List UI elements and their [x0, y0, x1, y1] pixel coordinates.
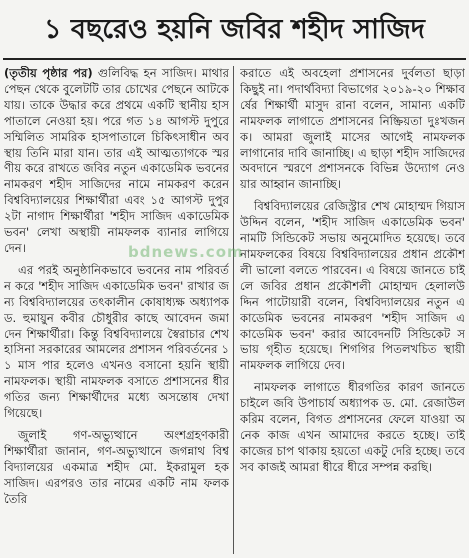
watermark: bdnews.com — [128, 243, 244, 261]
right-column — [240, 66, 465, 556]
right-paragraph-2: বিশ্ববিদ্যালয়ের রেজিস্ট্রার শেখ মোহাম্মদ গিয়াসউদ্দিন বলেন, 'শহীদ সাজিদ একাডেমিক ভবন' নামটি সিন্ডিকেট সভায় অনুমোদিত হয়েছে। তবে নামফলকের বিষয়ে বিশ্ববিদ্যালয়ের প্রধান প্রকৌশলী ভালো বলতে পারবেন। এ বিষয়ে জানতে চাইলে জবির প্রধান প্রকৌশলী মোহাম্মদ হেলালউদ্দিন পাটোয়ারী বলেন, বিশ্ববিদ্যালয়ের নতুন একাডেমিক ভবনের নামকরণ 'শহীদ সাজিদ একাডেমিক ভবন' করার আবেদনটি সিন্ডিকেট সভায় গৃহীত হয়েছে। শিগগির পিতলখচিত স্থায়ী নামফলক লাগিয়ে দেব। — [240, 199, 465, 373]
left-paragraph-1 — [4, 66, 229, 257]
left-column — [4, 66, 229, 556]
right-paragraph-1: করাতে এই অবহেলা প্রশাসনের দুর্বলতা ছাড়া কিছুই না। পদার্থবিদ্যা বিভাগের ২০১৯-২০ শিক্ষাবর্ষের শিক্ষার্থী মাসুদ রানা বলেন, সামান্য একটি নামফলক লাগাতে প্রশাসনের নিষ্ক্রিয়তা দুঃখজনক। আমরা জুলাই মাসের আগেই নামফলক লাগানোর দাবি জানাচ্ছি। এ ছাড়া শহীদ সাজিদের অবদানে স্মরণে প্রশাসনকে বিভিন্ন উদ্যোগ নেওয়ার আহ্বান জানাচ্ছি। — [240, 66, 465, 192]
headline: ১ বছরেও হয়নি জবির শহীদ সাজিদ — [44, 14, 425, 45]
left-paragraph-1-text: গুলিবিদ্ধ হন সাজিদ। মাথার পেছন থেকে বুলেটটি তার চোখের পেছনে আটকে যায়। তাকে উদ্ধার করে প্রথমে একটি স্থানীয় হাসপাতালে নেওয়া হয়। পরে গত ১৪ আগস্ট দুপুরে সম্মিলিত সামরিক হাসপাতালে চিকিৎসাধীন অবস্থায় তিনি মারা যান। তার এই আত্মত্যাগকে স্মরণীয় করে রাখতে জবির নতুন একাডেমিক ভবনের নামকরণ শহীদ সাজিদের নামে নামকরণ করেন বিশ্ববিদ্যালয়ের শিক্ষার্থীরা এবং ১৫ আগস্ট দুপুর ২টা নাগাদ শিক্ষার্থীরা 'শহীদ সাজিদ একাডেমিক ভবন' লেখা অস্থায়ী নামফলক ব্যানার লাগিয়ে দেন। — [4, 66, 229, 255]
right-paragraph-3: নামফলক লাগাতে ধীরগতির কারণ জানতে চাইলে জবি উপাচার্য অধ্যাপক ড. মো. রেজাউল করিম বলেন, বিগত প্রশাসনের ফেলে যাওয়া অনেক কাজ এখন আমাদের করতে হচ্ছে। তাই কাজের চাপ থাকায় হয়তো একটু দেরি হচ্ছে। তবে সব কাজই আমরা ধীরে ধীরে সম্পন্ন করছি। — [240, 380, 465, 474]
left-paragraph-3: জুলাই গণ-অভ্যুত্থানে অংশগ্রহণকারী শিক্ষার্থীরা জানান, গণ-অভ্যুত্থানে জগন্নাথ বিশ্ববিদ্যালয়ের একমাত্র শহীদ মো. ইকরামুল হক সাজিদ। এরপরও তার নামের একটি নাম ফলক তৈরি — [4, 427, 229, 506]
left-paragraph-2: এর পরই অনুষ্ঠানিকভাবে ভবনের নাম পরিবর্তন করে 'শহীদ সাজিদ একাডেমিক ভবন' রাখার জন্য বিশ্ববিদ্যালয়ের তৎকালীন কোষাধ্যক্ষ অধ্যাপক ড. হুমায়ুন কবীর চৌধুরীর কাছে আবেদন জমা দেন শিক্ষার্থীরা। কিন্তু বিশ্ববিদ্যালয়ে স্বৈরাচার শেখ হাসিনা সরকারের আমলের প্রশাসন পরিবর্তনের ১১ মাস পার হলেও এখনও বসানো হয়নি স্থায়ী নামফলক। স্থায়ী নামফলক বসাতে প্রশাসনের ধীরগতির জন্য শিক্ষার্থীদের মধ্যে অসন্তোষ দেখা গিয়েছে। — [4, 262, 229, 421]
continuation-tag: (তৃতীয় পৃষ্ঠার পর) — [4, 66, 93, 80]
headline-rule — [3, 58, 466, 60]
column-divider — [233, 66, 234, 554]
